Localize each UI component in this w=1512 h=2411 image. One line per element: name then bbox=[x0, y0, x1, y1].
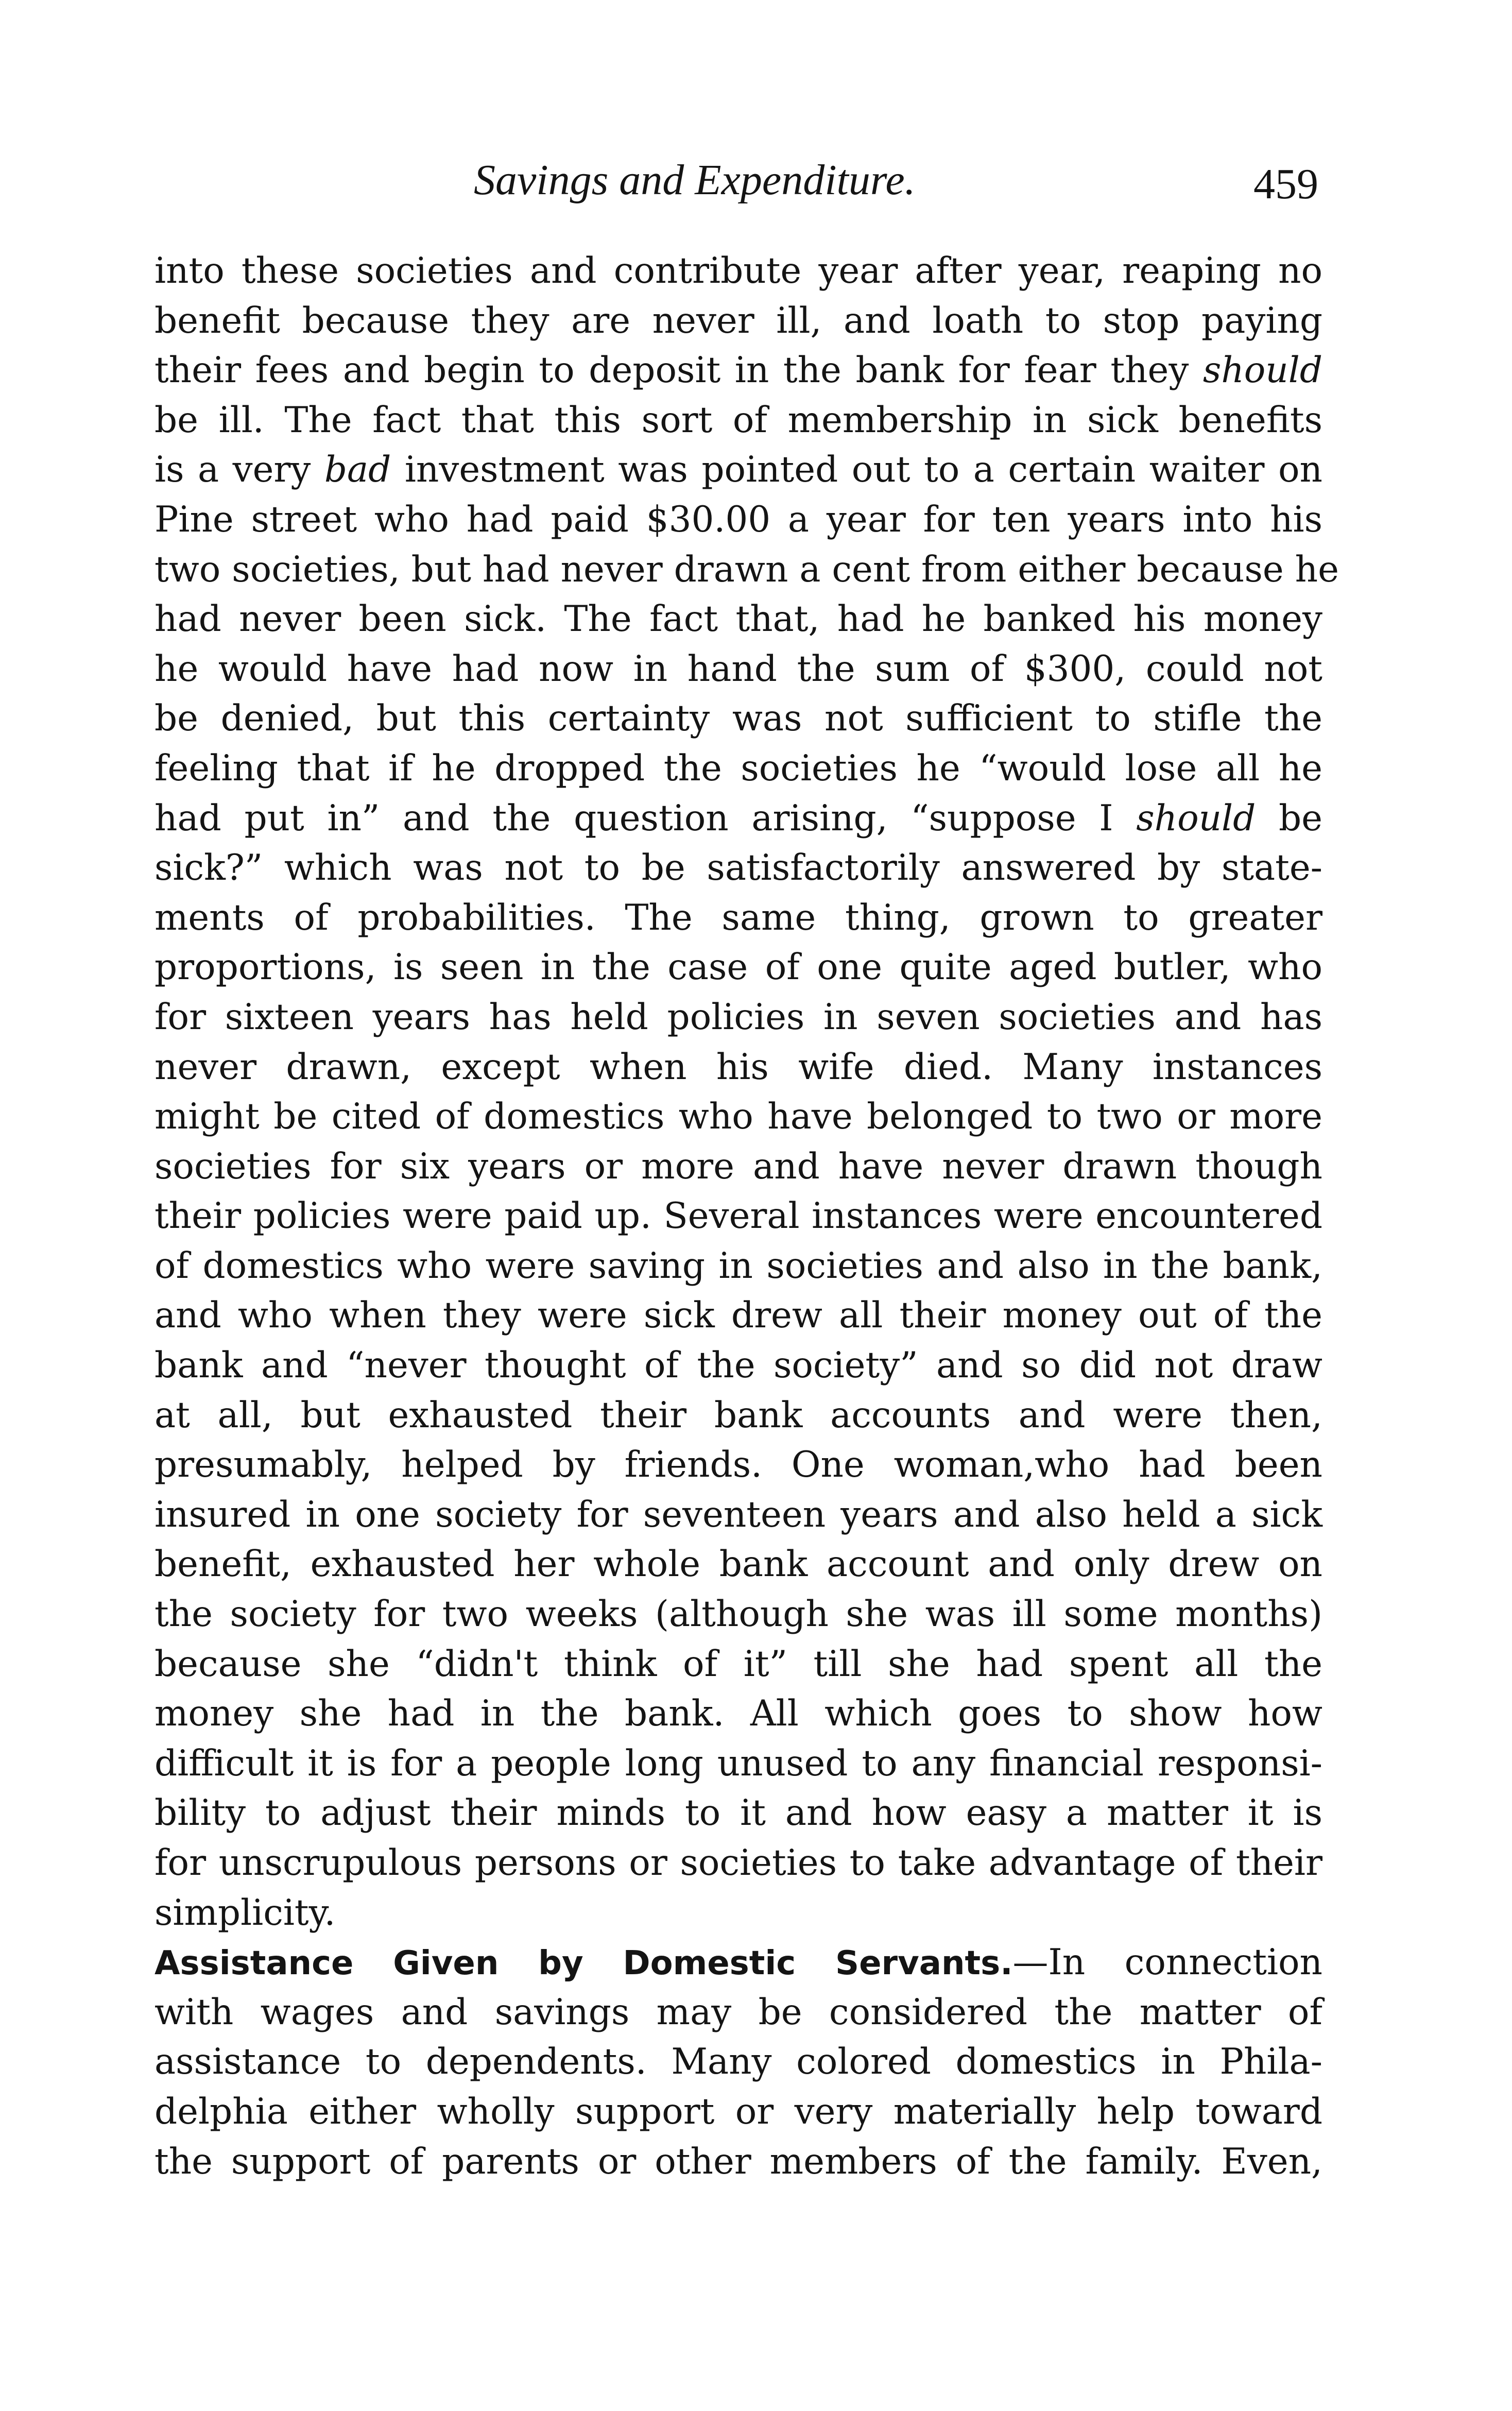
text-line: proportions, is seen in the case of one quite aged butler, who bbox=[154, 947, 1322, 988]
text-line: presumably, helped by friends. One woman,who had been bbox=[154, 1444, 1322, 1486]
text-line: be ill. The fact that this sort of membership in sick benefits bbox=[154, 399, 1322, 441]
emphasis: should bbox=[1202, 350, 1322, 391]
text-line: their fees and begin to deposit in the bank for fear they should bbox=[154, 350, 1322, 391]
text-line: for unscrupulous persons or societies to take advantage of their bbox=[154, 1842, 1322, 1884]
body-text bbox=[154, 246, 1339, 2186]
running-title: Savings and Expenditure. bbox=[474, 156, 916, 204]
text-line: because she “didn't think of it” till she had spent all the bbox=[154, 1643, 1322, 1685]
text-line: societies for six years or more and have never drawn though bbox=[154, 1145, 1322, 1187]
text-line: be denied, but this certainty was not sufficient to stifle the bbox=[154, 698, 1322, 740]
text-line: into these societies and contribute year after year, reaping no bbox=[154, 250, 1322, 292]
text-line: with wages and savings may be considered the matter of bbox=[154, 1991, 1322, 2033]
text-line: and who when they were sick drew all their money out of the bbox=[154, 1295, 1322, 1337]
text-line: had never been sick. The fact that, had he banked his money bbox=[154, 599, 1322, 640]
section-heading: Assistance Given by Domestic Servants. bbox=[154, 1944, 1013, 1983]
text-line: is a very bad investment was pointed out to a certain waiter on bbox=[154, 449, 1322, 491]
text-line: benefit because they are never ill, and loath to stop paying bbox=[154, 300, 1322, 341]
text-line: bank and “never thought of the society” and so did not draw bbox=[154, 1345, 1322, 1387]
text-line: the society for two weeks (although she was ill some months) bbox=[154, 1594, 1322, 1635]
text-line: he would have had now in hand the sum of $300, could not bbox=[154, 648, 1322, 690]
emphasis: should bbox=[1136, 797, 1256, 839]
text-line: feeling that if he dropped the societies he “would lose all he bbox=[154, 747, 1322, 789]
section-heading-continuation: —In connection bbox=[1012, 1942, 1322, 1983]
text-line: for sixteen years has held policies in seven societies and has bbox=[154, 996, 1322, 1038]
text-line: their policies were paid up. Several instances were encountered bbox=[154, 1195, 1322, 1237]
paragraph-societies bbox=[154, 246, 1339, 1938]
text-line: difficult it is for a people long unused to any financial responsi- bbox=[154, 1742, 1322, 1784]
text-line: sick?” which was not to be satisfactorily answered by state- bbox=[154, 847, 1322, 889]
text-line: had put in” and the question arising, “suppose I should be bbox=[154, 797, 1322, 839]
running-head bbox=[154, 152, 1318, 209]
text-line: Pine street who had paid $30.00 a year for ten years into his bbox=[154, 499, 1322, 540]
page-number: 459 bbox=[1253, 160, 1318, 208]
text-line: benefit, exhausted her whole bank account and only drew on bbox=[154, 1544, 1322, 1585]
text-line: insured in one society for seventeen years and also held a sick bbox=[154, 1494, 1322, 1535]
text-line: might be cited of domestics who have belonged to two or more bbox=[154, 1096, 1322, 1138]
text-line: simplicity. bbox=[154, 1892, 336, 1934]
text-line: of domestics who were saving in societies and also in the bank, bbox=[154, 1245, 1322, 1287]
text-line: delphia either wholly support or very materially help toward bbox=[154, 2091, 1322, 2132]
text-line: ments of probabilities. The same thing, grown to greater bbox=[154, 897, 1322, 938]
text-line: never drawn, except when his wife died. Many instances bbox=[154, 1046, 1322, 1088]
section-assistance bbox=[154, 1938, 1322, 2186]
emphasis: bad bbox=[324, 449, 391, 491]
text-line: the support of parents or other members of the family. Even, bbox=[154, 2141, 1322, 2182]
text-line: bility to adjust their minds to it and how easy a matter it is bbox=[154, 1792, 1322, 1834]
text-line: assistance to dependents. Many colored domestics in Phila- bbox=[154, 2041, 1322, 2083]
text-line: money she had in the bank. All which goes to show how bbox=[154, 1693, 1322, 1735]
text-line: at all, but exhausted their bank accounts and were then, bbox=[154, 1394, 1322, 1436]
section-first-line bbox=[154, 1938, 1322, 1988]
text-line: two societies, but had never drawn a cent from either because he bbox=[154, 549, 1339, 590]
